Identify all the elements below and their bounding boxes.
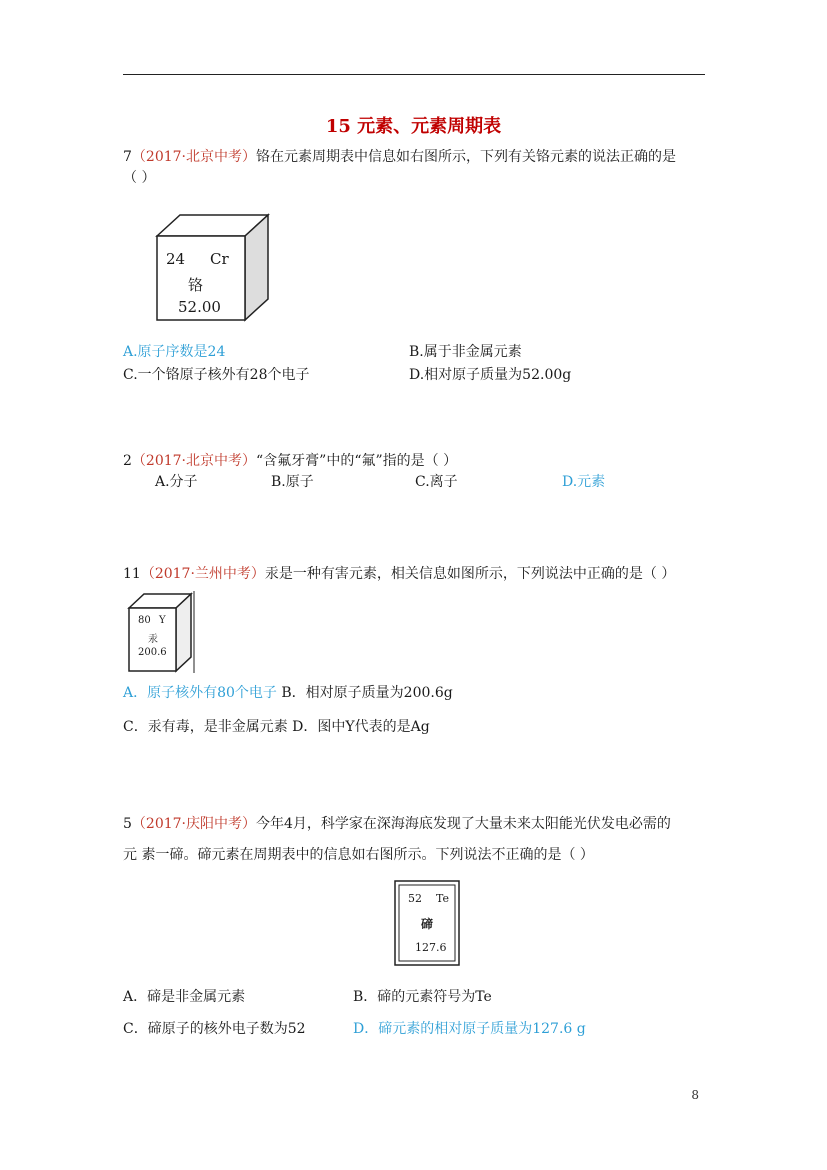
option-b: B．相对原子质量为200.6g <box>281 685 453 701</box>
question-source: （2017·北京中考） <box>131 453 257 469</box>
element-name: 碲 <box>421 917 434 931</box>
chromium-element-cell <box>154 212 272 324</box>
element-symbol: Cr <box>210 250 229 268</box>
question-number: 5 <box>123 816 132 832</box>
question-2 <box>123 450 457 470</box>
question-11 <box>123 563 675 583</box>
mercury-element-cell <box>126 591 196 673</box>
question-stem-line-1: 今年4月，科学家在深海海底发现了大量未来太阳能光伏发电必需的 <box>256 816 671 832</box>
atomic-mass: 127.6 <box>415 941 447 954</box>
option-a: A．原子核外有80个电子 <box>123 685 277 701</box>
option-b: B．碲的元素符号为Te <box>353 989 492 1005</box>
options-row-2 <box>123 716 430 736</box>
atomic-number: 52 <box>408 892 422 905</box>
question-stem: 铬在元素周期表中信息如右图所示，下列有关铬元素的说法正确的是 <box>256 149 677 165</box>
option-c: C．碲原子的核外电子数为52 <box>123 1021 306 1037</box>
header-rule <box>123 74 705 75</box>
option-d: D.元素 <box>562 474 606 490</box>
answer-paren: （ ） <box>123 170 156 186</box>
element-symbol: Y <box>159 615 166 626</box>
question-stem-line-2: 元 素一碲。碲元素在周期表中的信息如右图所示。下列说法不正确的是（ ） <box>123 847 594 863</box>
option-b: B.原子 <box>271 474 314 490</box>
atomic-number: 24 <box>166 250 186 268</box>
question-source: （2017·兰州中考） <box>140 566 265 582</box>
question-number: 2 <box>123 453 132 469</box>
option-d: D．碲元素的相对原子质量为127.6 g <box>353 1021 586 1037</box>
options-row-1 <box>123 682 453 702</box>
option-c: C．汞有毒，是非金属元素 <box>123 719 288 735</box>
question-number: 7 <box>123 149 132 165</box>
atomic-mass: 200.6 <box>138 647 167 658</box>
question-stem: “含氟牙膏”中的“氟”指的是（ ） <box>256 453 458 469</box>
question-number: 11 <box>123 566 141 582</box>
question-source: （2017·庆阳中考） <box>131 816 257 832</box>
option-a: A.原子序数是24 <box>123 344 226 360</box>
question-source: （2017·北京中考） <box>131 149 257 165</box>
question-5 <box>123 813 671 833</box>
atomic-mass: 52.00 <box>178 298 221 316</box>
page-number: 8 <box>691 1088 699 1102</box>
option-a: A．碲是非金属元素 <box>123 989 246 1005</box>
option-c: C.一个铬原子核外有28个电子 <box>123 367 310 383</box>
option-d: D．图中Y代表的是Ag <box>292 719 430 735</box>
element-name: 铬 <box>188 276 204 294</box>
page-title: 15 元素、元素周期表 <box>325 116 502 137</box>
option-d: D.相对原子质量为52.00g <box>409 367 572 383</box>
option-a: A.分子 <box>155 474 198 490</box>
option-c: C.离子 <box>415 474 458 490</box>
atomic-number: 80 <box>138 615 151 626</box>
element-name: 汞 <box>148 634 158 645</box>
question-stem: 汞是一种有害元素，相关信息如图所示，下列说法中正确的是（ ） <box>264 566 676 582</box>
element-symbol: Te <box>436 892 449 905</box>
question-7 <box>123 146 676 166</box>
tellurium-element-cell <box>394 880 460 966</box>
option-b: B.属于非金属元素 <box>409 344 522 360</box>
